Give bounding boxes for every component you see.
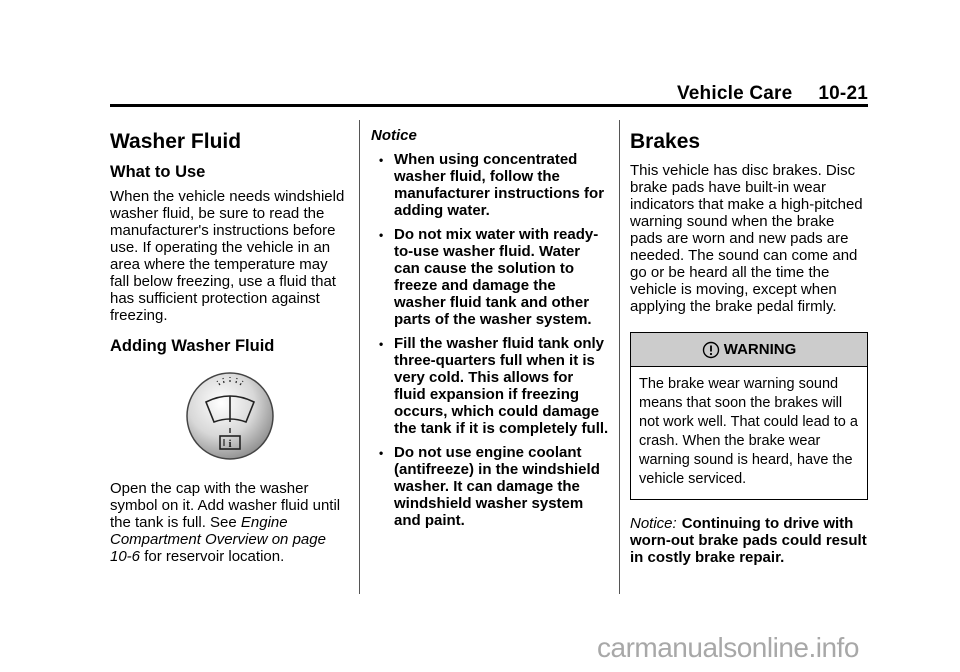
notice-bullet: • Do not mix water with ready-to-use washer fluid. Water can cause the solution to freeze and damage the washer fluid tank and other parts of the washer system. [379,226,599,328]
bullet-icon: • [379,337,384,351]
page-header [110,83,868,105]
brake-notice-label: Notice: [630,515,677,532]
subheading-what-to-use: What to Use [110,163,206,181]
column-2 [371,127,609,536]
svg-text:i: i [228,438,232,450]
bullet-icon: • [379,228,384,242]
bullet-icon: • [379,446,384,460]
washer-symbol-figure [110,370,350,466]
paragraph-brakes: This vehicle has disc brakes. Disc brake pads have built-in wear indicators that make a high-pitched warning sound when the brake pads are worn and new pads are needed. The sound can come and go or be heard all the time the vehicle is moving, except when applying the brake pedal firmly. [630,162,863,315]
subheading-adding-washer-fluid: Adding Washer Fluid [110,337,275,355]
warning-box [630,332,868,500]
notice-label: Notice [371,127,417,144]
section-heading-brakes: Brakes [630,130,701,153]
column-1 [110,127,350,565]
section-title: Vehicle Care [676,83,793,104]
column-3 [630,127,870,566]
warning-body: The brake wear warning sound means that soon the brakes will not work well. That could lead to a crash. When the brake wear warning sound is heard, have the vehicle serviced. [639,376,858,487]
warning-title: WARNING [723,341,797,358]
warning-header [631,333,867,367]
bullet-icon: • [379,153,384,167]
cross-reference-link[interactable]: Engine Compartment Overview on page 10-6 [110,514,326,565]
column-divider-1 [359,120,360,594]
header-rule [110,104,868,107]
section-heading-washer-fluid: Washer Fluid [110,130,242,153]
column-divider-2 [619,120,620,594]
watermark: carmanualsonline.info [597,632,859,663]
notice-bullet: • When using concentrated washer fluid, follow the manufacturer instructions for adding water. [379,151,605,219]
page-number: 10-21 [818,83,868,104]
notice-bullet: • Do not use engine coolant (antifreeze) in the windshield washer. It can damage the windshield washer system and paint. [379,444,600,529]
warning-icon [702,341,720,359]
paragraph-what-to-use: When the vehicle needs windshield washer fluid, be sure to read the manufacturer's instructions before use. If operating the vehicle in an area where the temperature may fall below freezing, use a fluid that has sufficient protection against freezing. [110,188,345,324]
brake-notice [630,515,870,566]
paragraph-adding-washer-fluid: Open the cap with the washer symbol on it. Add washer fluid until the tank is full. See Engine Compartment Overview on page 10-6 for reservoir location. [110,480,341,565]
brake-notice-text: Continuing to drive with worn-out brake pads could result in costly brake repair. [630,515,867,566]
washer-fluid-icon [184,370,276,462]
notice-bullet-list [371,151,609,529]
notice-bullet: • Fill the washer fluid tank only three-quarters full when it is very cold. This allows for fluid expansion if freezing occurs, which could damage the tank if it is completely full. [379,335,609,437]
